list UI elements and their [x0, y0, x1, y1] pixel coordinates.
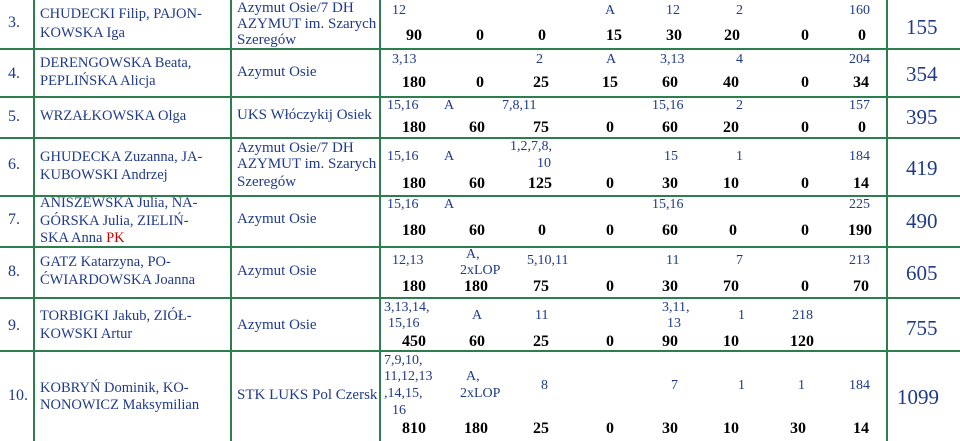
detail-cell: 7: [736, 253, 743, 268]
detail-cell: 2xLOP: [460, 263, 501, 278]
grid-line: [0, 96, 960, 98]
competitor-names: [40, 231, 125, 246]
rank-number: 6.: [8, 156, 20, 173]
rank-number: 3.: [8, 14, 20, 31]
detail-cell: 4: [736, 52, 743, 67]
score-cell: 180: [402, 119, 426, 136]
score-cell: 34: [853, 74, 869, 91]
score-cell: 180: [402, 74, 426, 91]
club-name: Azymut Osie: [237, 263, 317, 279]
competitor-names: ANISZEWSKA Julia, NA-: [40, 195, 198, 211]
detail-cell: A: [444, 98, 455, 113]
detail-cell: 7,9,10,: [384, 353, 423, 368]
detail-cell: 218: [792, 308, 813, 323]
score-cell: 0: [801, 119, 809, 136]
score-cell: 0: [801, 27, 809, 44]
score-cell: 30: [666, 27, 682, 44]
competitor-names: KUBOWSKI Andrzej: [40, 167, 168, 183]
score-cell: 90: [406, 27, 422, 44]
score-cell: 10: [723, 333, 739, 350]
detail-cell: 15,16: [652, 197, 684, 212]
competitor-names: CHUDECKI Filip, PAJON-: [40, 6, 202, 22]
grid-line: [379, 0, 381, 441]
grid-line: [0, 246, 960, 248]
competitor-names: TORBIGKI Jakub, ZIÓŁ-: [40, 308, 192, 324]
total-score: 354: [906, 62, 938, 86]
detail-cell: A: [605, 3, 616, 18]
detail-cell: 1: [736, 149, 743, 164]
competitor-names: GHUDECKA Zuzanna, JA-: [40, 149, 203, 165]
detail-cell: 15,16: [387, 98, 419, 113]
score-cell: 60: [469, 175, 485, 192]
detail-cell: 13: [667, 316, 681, 331]
club-name: UKS Włóczykij Osiek: [237, 107, 372, 123]
total-score: 419: [906, 156, 938, 180]
detail-cell: 160: [849, 3, 870, 18]
detail-cell: 12: [392, 3, 406, 18]
club-name: Azymut Osie/7 DH: [237, 140, 354, 156]
detail-cell: 2xLOP: [460, 386, 501, 401]
score-cell: 10: [723, 420, 739, 437]
detail-cell: 157: [849, 98, 870, 113]
score-cell: 70: [723, 278, 739, 295]
score-cell: 120: [790, 333, 814, 350]
detail-cell: 15,16: [387, 149, 419, 164]
club-name: AZYMUT im. Szarych: [237, 156, 377, 172]
detail-cell: 1: [738, 378, 745, 393]
competitor-names: DERENGOWSKA Beata,: [40, 55, 192, 71]
club-name: Azymut Osie: [237, 211, 317, 227]
detail-cell: A,: [466, 247, 480, 262]
score-cell: 0: [858, 27, 866, 44]
club-name: Azymut Osie: [237, 317, 317, 333]
rank-number: 10.: [8, 387, 28, 404]
score-cell: 450: [402, 333, 426, 350]
detail-cell: 184: [849, 149, 870, 164]
club-name: Szeregów: [237, 174, 297, 190]
rank-number: 7.: [8, 211, 20, 228]
score-cell: 25: [533, 74, 549, 91]
score-cell: 14: [853, 175, 869, 192]
total-score: 395: [906, 105, 938, 129]
score-cell: 0: [801, 222, 809, 239]
rank-number: 5.: [8, 108, 20, 125]
score-cell: 0: [801, 74, 809, 91]
score-cell: 0: [801, 175, 809, 192]
score-cell: 0: [606, 333, 614, 350]
detail-cell: ,14,15,: [384, 386, 423, 401]
score-cell: 15: [606, 27, 622, 44]
detail-cell: 8: [541, 378, 548, 393]
score-cell: 125: [528, 175, 552, 192]
detail-cell: 2: [536, 52, 543, 67]
score-cell: 0: [476, 27, 484, 44]
grid-line: [230, 0, 232, 441]
score-cell: 180: [464, 420, 488, 437]
score-cell: 0: [538, 27, 546, 44]
score-cell: 25: [533, 333, 549, 350]
total-score: 755: [906, 316, 938, 340]
score-cell: 75: [533, 119, 549, 136]
detail-cell: 15,16: [387, 197, 419, 212]
detail-cell: 15,16: [388, 316, 420, 331]
score-cell: 25: [533, 420, 549, 437]
score-cell: 60: [662, 119, 678, 136]
score-cell: 810: [402, 420, 426, 437]
detail-cell: 3,11,: [662, 300, 690, 315]
competitor-names: WRZAŁKOWSKA Olga: [40, 108, 187, 124]
score-cell: 0: [606, 222, 614, 239]
score-cell: 30: [790, 420, 806, 437]
rank-number: 9.: [8, 317, 20, 334]
score-cell: 190: [848, 222, 872, 239]
detail-cell: 1: [798, 378, 805, 393]
score-cell: 70: [853, 278, 869, 295]
competitor-names: KOBRYŃ Dominik, KO-: [40, 380, 189, 396]
club-name: STK LUKS Pol Czersk: [237, 387, 378, 403]
detail-cell: 225: [849, 197, 870, 212]
score-cell: 0: [476, 74, 484, 91]
detail-cell: 213: [849, 253, 870, 268]
score-cell: 20: [724, 27, 740, 44]
competitor-names: KOWSKI Artur: [40, 326, 133, 342]
detail-cell: 11,12,13: [384, 369, 433, 384]
detail-cell: 10: [537, 156, 551, 171]
grid-line: [0, 137, 960, 139]
detail-cell: 1: [738, 308, 745, 323]
total-score: 155: [906, 15, 938, 39]
detail-cell: A,: [466, 369, 480, 384]
detail-cell: 11: [535, 308, 549, 323]
total-score: 490: [906, 209, 938, 233]
detail-cell: 3,13,14,: [384, 300, 430, 315]
competitor-names: NONOWICZ Maksymilian: [40, 397, 200, 413]
score-cell: 60: [469, 333, 485, 350]
score-cell: 180: [402, 278, 426, 295]
score-cell: 60: [469, 222, 485, 239]
score-cell: 0: [606, 175, 614, 192]
score-cell: 75: [533, 278, 549, 295]
score-cell: 15: [602, 74, 618, 91]
detail-cell: 15,16: [652, 98, 684, 113]
detail-cell: 7: [671, 378, 678, 393]
score-cell: 0: [858, 119, 866, 136]
score-cell: 20: [723, 119, 739, 136]
detail-cell: 7,8,11: [502, 98, 537, 113]
competitor-names: KOWSKA Iga: [40, 25, 125, 41]
competitor-names: GÓRSKA Julia, ZIELIŃ-: [40, 213, 189, 229]
detail-cell: A: [444, 149, 455, 164]
grid-line: [0, 48, 960, 50]
detail-cell: A: [472, 308, 483, 323]
grid-line: [886, 0, 888, 441]
score-cell: 30: [662, 420, 678, 437]
score-cell: 60: [662, 74, 678, 91]
score-cell: 0: [606, 420, 614, 437]
score-cell: 180: [402, 175, 426, 192]
score-cell: 0: [606, 278, 614, 295]
score-cell: 30: [662, 175, 678, 192]
rank-number: 8.: [8, 263, 20, 280]
detail-cell: 12: [666, 3, 680, 18]
detail-cell: 204: [849, 52, 870, 67]
grid-line: [0, 297, 960, 299]
detail-cell: 184: [849, 378, 870, 393]
score-cell: 14: [853, 420, 869, 437]
club-name: Azymut Osie/7 DH: [237, 0, 354, 16]
score-cell: 30: [662, 278, 678, 295]
score-cell: 0: [729, 222, 737, 239]
detail-cell: A: [606, 52, 617, 67]
detail-cell: 3,13: [660, 52, 685, 67]
score-cell: 40: [723, 74, 739, 91]
score-cell: 90: [662, 333, 678, 350]
detail-cell: 12,13: [392, 253, 424, 268]
score-cell: 0: [606, 119, 614, 136]
detail-cell: 1,2,7,8,: [510, 139, 552, 154]
pk-marker: PK: [106, 230, 125, 246]
detail-cell: 2: [736, 98, 743, 113]
score-cell: 0: [538, 222, 546, 239]
detail-cell: 15: [664, 149, 678, 164]
score-cell: 60: [469, 119, 485, 136]
total-score: 1099: [897, 385, 939, 409]
score-cell: 60: [662, 222, 678, 239]
total-score: 605: [906, 261, 938, 285]
detail-cell: 5,10,11: [527, 253, 569, 268]
competitor-names: GATZ Katarzyna, PO-: [40, 254, 171, 270]
detail-cell: 11: [666, 253, 680, 268]
club-name: AZYMUT im. Szarych: [237, 16, 377, 32]
detail-cell: 3,13: [392, 52, 417, 67]
club-name: Szeregów: [237, 32, 297, 48]
competitor-names: PEPLIŃSKA Alicja: [40, 73, 156, 89]
detail-cell: 2: [736, 3, 743, 18]
club-name: Azymut Osie: [237, 64, 317, 80]
score-cell: 0: [801, 278, 809, 295]
score-cell: 10: [723, 175, 739, 192]
rank-number: 4.: [8, 65, 20, 82]
grid-line: [33, 0, 35, 441]
detail-cell: 16: [392, 403, 406, 418]
name-text: SKA Anna: [40, 230, 107, 246]
score-cell: 180: [464, 278, 488, 295]
score-cell: 180: [402, 222, 426, 239]
competitor-names: ĆWIARDOWSKA Joanna: [40, 272, 196, 288]
detail-cell: A: [444, 197, 455, 212]
